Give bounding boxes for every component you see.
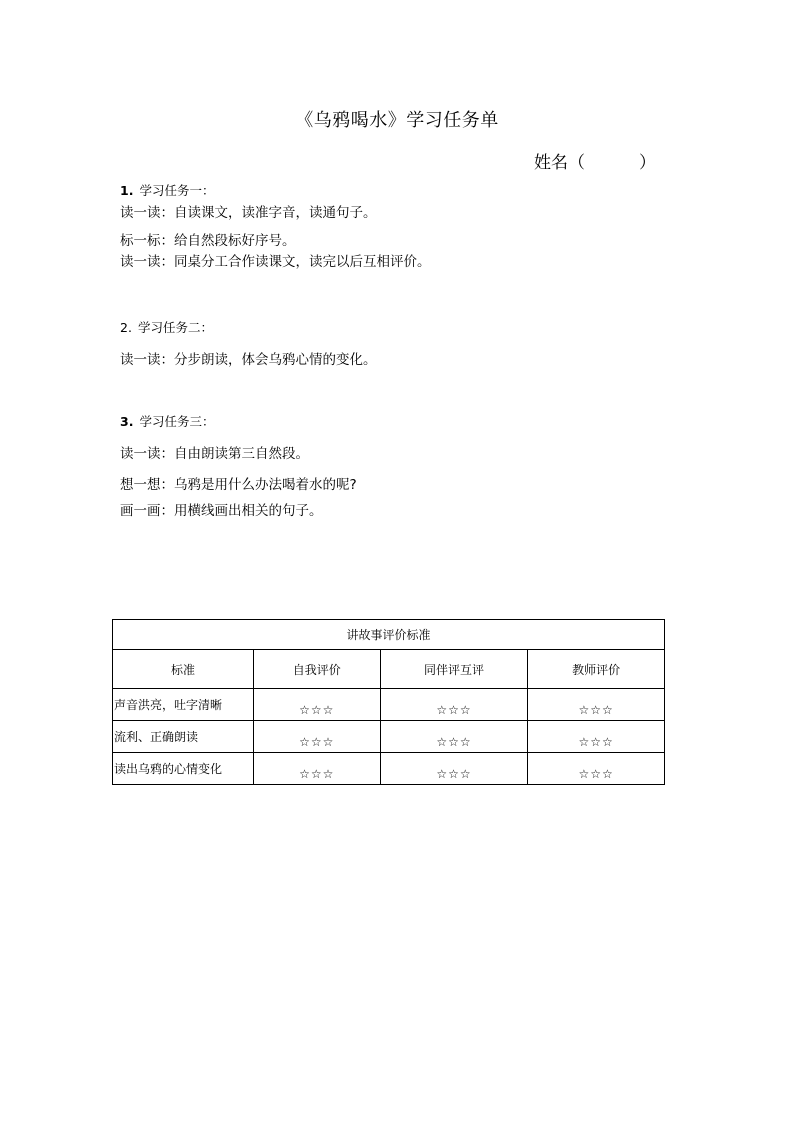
task-2-line-1: 读一读：分步朗读，体会乌鸦心情的变化。 — [120, 352, 377, 368]
teacher-rating-stars[interactable]: ☆☆☆ — [528, 721, 665, 753]
teacher-rating-stars[interactable]: ☆☆☆ — [528, 689, 665, 721]
header-self-eval: 自我评价 — [253, 650, 380, 689]
table-row — [113, 721, 665, 753]
task-3-heading — [120, 412, 214, 430]
header-peer-eval: 同伴评互评 — [380, 650, 528, 689]
self-rating-stars[interactable]: ☆☆☆ — [253, 753, 380, 785]
self-rating-stars[interactable]: ☆☆☆ — [253, 689, 380, 721]
task-3-line-2: 想一想：乌鸦是用什么办法喝着水的呢? — [120, 477, 357, 493]
task-3-title: 学习任务三： — [139, 414, 215, 429]
peer-rating-stars[interactable]: ☆☆☆ — [380, 753, 528, 785]
task-3-line-3: 画一画：用横线画出相关的句子。 — [120, 503, 323, 519]
name-label: 姓名（ — [534, 153, 585, 173]
task-2-number: 2. — [120, 320, 132, 335]
task-1-line-3: 读一读：同桌分工合作读课文，读完以后互相评价。 — [120, 254, 431, 270]
peer-rating-stars[interactable]: ☆☆☆ — [380, 721, 528, 753]
name-field[interactable] — [534, 148, 656, 173]
header-teacher-eval: 教师评价 — [528, 650, 665, 689]
task-3-line-1: 读一读：自由朗读第三自然段。 — [120, 446, 309, 462]
task-3-number: 3. — [120, 414, 134, 429]
peer-rating-stars[interactable]: ☆☆☆ — [380, 689, 528, 721]
task-1-line-2: 标一标：给自然段标好序号。 — [120, 233, 296, 249]
criterion-cell: 声音洪亮，吐字清晰 — [113, 689, 254, 721]
task-1-line-1: 读一读：自读课文，读准字音，读通句子。 — [120, 205, 377, 221]
header-criterion: 标准 — [113, 650, 254, 689]
table-row — [113, 753, 665, 785]
task-2-title: 学习任务二： — [137, 320, 213, 335]
task-2-heading — [120, 318, 213, 336]
table-caption: 讲故事评价标准 — [113, 620, 665, 650]
task-1-title: 学习任务一： — [139, 183, 215, 198]
teacher-rating-stars[interactable]: ☆☆☆ — [528, 753, 665, 785]
evaluation-table — [112, 619, 665, 785]
self-rating-stars[interactable]: ☆☆☆ — [253, 721, 380, 753]
criterion-cell: 流利、正确朗读 — [113, 721, 254, 753]
task-1-heading — [120, 181, 214, 199]
task-1-number: 1. — [120, 183, 134, 198]
criterion-cell: 读出乌鸦的心情变化 — [113, 753, 254, 785]
page-title: 《乌鸦喝水》学习任务单 — [295, 110, 499, 131]
name-close-paren: ） — [639, 153, 657, 173]
table-row — [113, 689, 665, 721]
